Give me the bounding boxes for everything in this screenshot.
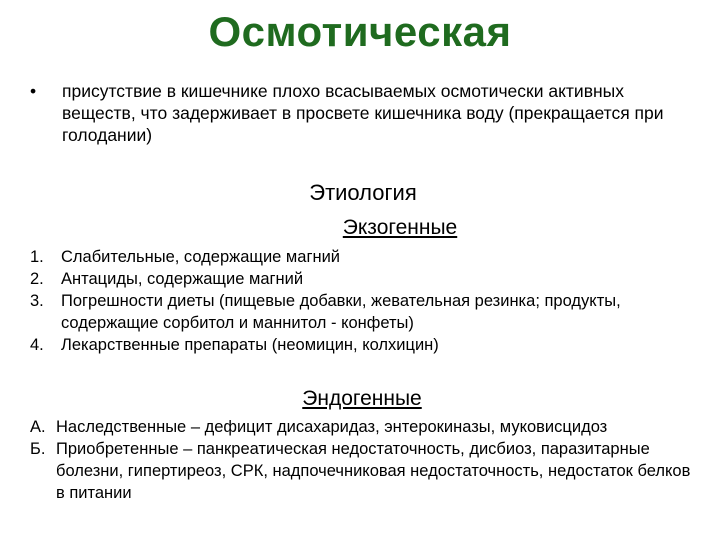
list-item-marker: 2. [30,270,44,288]
list-item [30,438,695,504]
list-item-marker: 1. [30,248,44,266]
list-item-text: Антациды, содержащие магний [61,270,304,288]
endogenous-list [30,416,695,504]
list-item-marker: Б. [30,440,46,458]
bullet-text: присутствие в кишечнике плохо всасываемых осмотически активных веществ, что задерживает в просвете кишечника воду (прекращается при голодании) [62,81,664,145]
bullet-marker: • [30,81,37,101]
exogenous-list [30,246,695,356]
intro-bullet [30,80,690,146]
list-item [30,334,695,356]
exogenous-heading: Экзогенные [342,216,458,239]
list-item-marker: 4. [30,336,44,354]
list-item [30,290,695,334]
list-item-marker: А. [30,418,46,436]
endogenous-heading: Эндогенные [302,387,422,410]
list-item [30,246,695,268]
list-item-text: Слабительные, содержащие магний [61,248,341,266]
list-item-text: Лекарственные препараты (неомицин, колхицин) [61,336,439,354]
slide-title: Осмотическая [208,8,512,55]
list-item [30,416,695,438]
list-item-text: Приобретенные – панкреатическая недостаточность, дисбиоз, паразитарные болезни, гипертиреоз, СРК, надпочечниковая недостаточность, недостаток белков в питании [56,440,691,502]
list-item-text: Наследственные – дефицит дисахаридаз, энтерокиназы, муковисцидоз [56,418,608,436]
list-item-marker: 3. [30,292,44,310]
list-item [30,268,695,290]
list-item-text: Погрешности диеты (пищевые добавки, жевательная резинка; продукты, содержащие сорбитол и маннитол - конфеты) [61,292,621,332]
etiology-heading: Этиология [309,180,417,205]
